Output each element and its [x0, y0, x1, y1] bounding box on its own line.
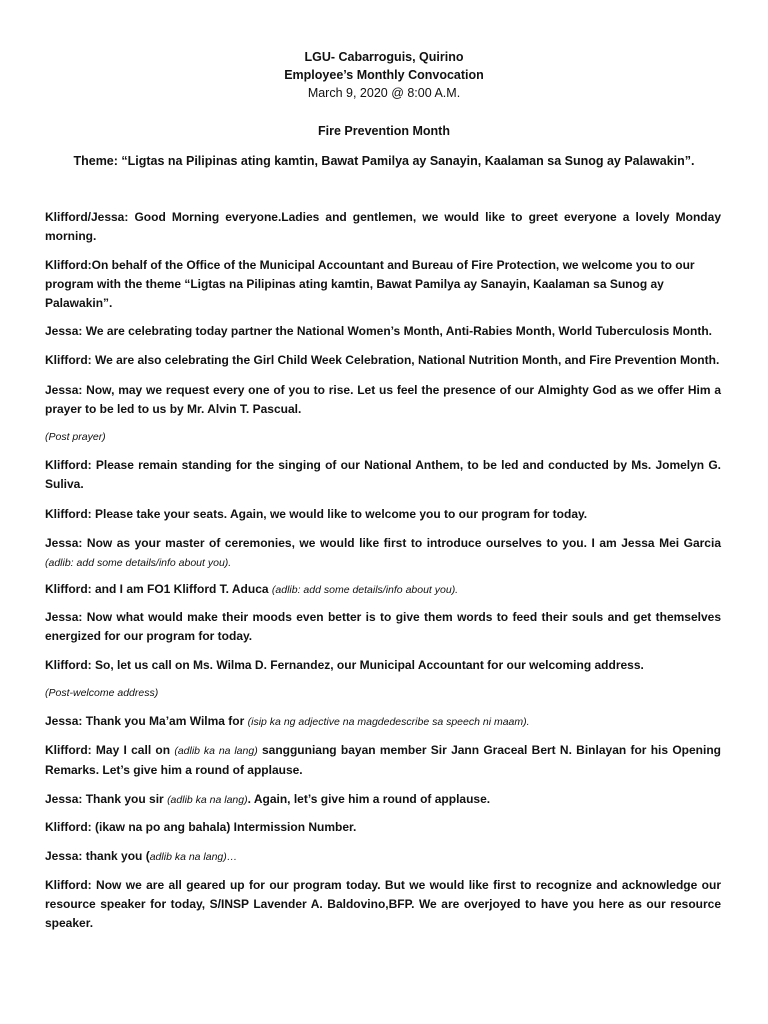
script-paragraph [45, 580, 721, 600]
script-paragraph [45, 790, 721, 810]
script-paragraph [45, 741, 721, 780]
speaker-label: Klifford: [45, 743, 92, 757]
speaker-label: Klifford: [45, 458, 92, 472]
speaker-label: Klifford: [45, 258, 92, 272]
dialogue-text: Now as your master of ceremonies, we would like first to introduce ourselves to you. I am Jessa Mei Garcia [82, 536, 721, 550]
dialogue-text: and I am FO1 Klifford T. Aduca [91, 582, 272, 596]
adlib-note: adlib ka na lang)… [149, 851, 238, 863]
script-paragraph [45, 381, 721, 419]
dialogue-text: Thank you Ma’am Wilma for [82, 714, 248, 728]
script-paragraph [45, 876, 721, 933]
dialogue-text: Now what would make their moods even better is to give them words to feed their souls and get themselves energized for our program for today. [45, 610, 721, 643]
adlib-note: (adlib ka na lang) [167, 794, 248, 806]
speaker-label: Jessa: [45, 383, 83, 397]
dialogue-text: thank you ( [82, 849, 150, 863]
document-title: Fire Prevention Month [318, 124, 450, 138]
script-paragraph [45, 505, 721, 524]
dialogue-text: May I call on [91, 743, 175, 757]
adlib-note: (adlib: add some details/info about you). [271, 584, 459, 596]
dialogue-text: So, let us call on Ms. Wilma D. Fernandez, our Municipal Accountant for our welcoming address. [91, 658, 644, 672]
script-paragraph [45, 322, 721, 341]
event-line: Employee’s Monthly Convocation [284, 68, 484, 82]
dialogue-text: We are also celebrating the Girl Child Week Celebration, National Nutrition Month, and Fire Prevention Month. [91, 353, 720, 367]
adlib-note: (isip ka ng adjective na magdedescribe sa speech ni maam). [247, 716, 530, 728]
stage-direction: (Post-welcome address) [45, 687, 159, 699]
script-paragraph [45, 534, 721, 573]
speaker-label: Jessa: [45, 714, 83, 728]
theme-line: Theme: “Ligtas na Pilipinas ating kamtin, Bawat Pamilya ay Sanayin, Kaalaman sa Sunog ay Palawakin”. [73, 154, 695, 168]
script-paragraph [45, 712, 721, 732]
dialogue-text: Thank you sir [82, 792, 168, 806]
dialogue-text: Please take your seats. Again, we would like to welcome you to our program for today. [91, 507, 588, 521]
speaker-label: Jessa: [45, 792, 83, 806]
speaker-label: Klifford: [45, 507, 92, 521]
speaker-label: Jessa: [45, 536, 83, 550]
script-paragraph [45, 456, 721, 494]
adlib-note: (adlib: add some details/info about you). [45, 557, 232, 569]
dialogue-text: Now, may we request every one of you to rise. Let us feel the presence of our Almighty God as we offer Him a prayer to be led to us by Mr. Alvin T. Pascual. [45, 383, 721, 416]
speaker-label: Jessa: [45, 849, 83, 863]
script-paragraph [45, 656, 721, 675]
script-paragraph [45, 208, 721, 246]
dialogue-text: Good Morning everyone.Ladies and gentlemen, we would like to greet everyone a lovely Monday morning. [45, 210, 721, 243]
date-line: March 9, 2020 @ 8:00 A.M. [307, 86, 461, 100]
dialogue-text: On behalf of the Office of the Municipal Accountant and Bureau of Fire Protection, we welcome you to our program with the theme “Ligtas na Pilipinas ating kamtin, Bawat Pamilya ay Sanayin, Kaalaman sa Sunog ay Palawakin”. [45, 258, 695, 310]
speaker-label: Jessa: [45, 610, 83, 624]
dialogue-text: (ikaw na po ang bahala) Intermission Number. [91, 820, 357, 834]
adlib-note: (adlib ka na lang) [174, 745, 258, 757]
speaker-label: Klifford: [45, 658, 92, 672]
script-paragraph [45, 818, 721, 837]
dialogue-text: sangguniang bayan member Sir Jann Graceal Bert N. Binlayan for his Opening Remarks. Let’s give him a round of applause. [45, 743, 721, 777]
organization-line: LGU- Cabarroguis, Quirino [304, 50, 464, 64]
script-paragraph [45, 847, 721, 867]
speaker-label: Klifford: [45, 582, 92, 596]
speaker-label: Klifford: [45, 878, 92, 892]
dialogue-text: Please remain standing for the singing of our National Anthem, to be led and conducted by Ms. Jomelyn G. Suliva. [45, 458, 721, 491]
speaker-label: Klifford: [45, 820, 92, 834]
script-paragraph [45, 256, 721, 313]
speaker-label: Jessa: [45, 324, 83, 338]
script-paragraph [45, 608, 721, 646]
dialogue-text: . Again, let’s give him a round of applause. [247, 792, 491, 806]
dialogue-text: We are celebrating today partner the National Women’s Month, Anti-Rabies Month, World Tuberculosis Month. [82, 324, 712, 338]
script-paragraph [45, 351, 721, 370]
stage-direction: (Post prayer) [45, 431, 106, 443]
dialogue-text: Now we are all geared up for our program today. But we would like first to recognize and acknowledge our resource speaker for today, S/INSP Lavender A. Baldovino,BFP. We are overjoyed to have you here as our resource speaker. [45, 878, 721, 930]
speaker-label: Klifford/Jessa: [45, 210, 129, 224]
speaker-label: Klifford: [45, 353, 92, 367]
